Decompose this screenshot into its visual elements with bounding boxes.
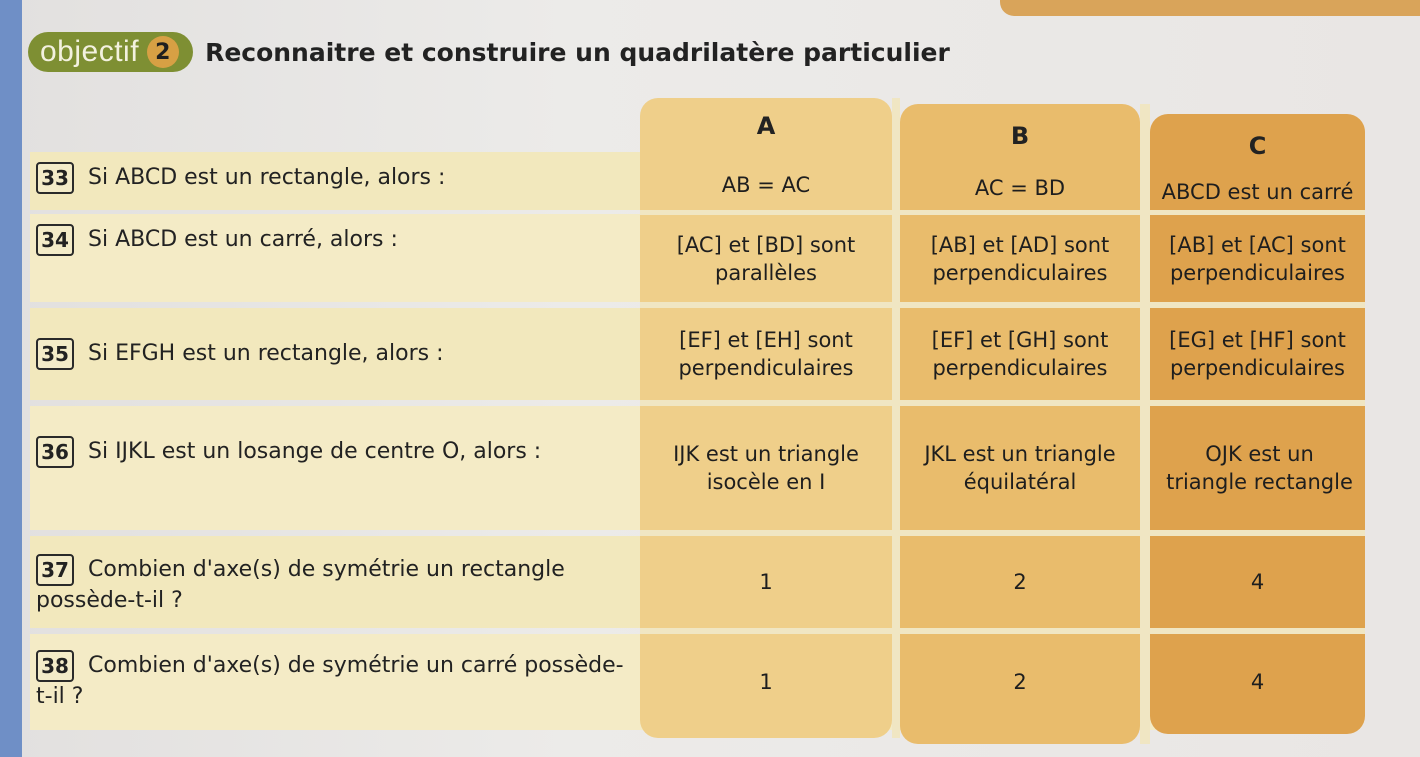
answer-38-a[interactable]: 1 (759, 670, 773, 694)
column-header-a: A (756, 112, 776, 140)
column-divider (1140, 104, 1150, 744)
objectif-badge (28, 32, 193, 72)
column-header-b: B (1010, 122, 1030, 150)
question-text: Combien d'axe(s) de symétrie un carré possède-t-il ? (36, 653, 624, 709)
answer-34-a[interactable]: [AC] et [BD] sont parallèles (676, 232, 856, 285)
question-number-badge: 35 (36, 338, 74, 370)
section-title: Reconnaitre et construire un quadrilatère particulier (205, 37, 950, 67)
answer-36-b[interactable]: JKL est un triangle équilatéral (924, 442, 1116, 494)
answer-37-b[interactable]: 2 (1013, 570, 1027, 594)
left-margin-band (0, 0, 22, 757)
question-number-badge: 36 (36, 436, 74, 468)
answer-34-c[interactable]: [AB] et [AC] sont perpendiculaires (1169, 232, 1346, 285)
question-number-badge: 38 (36, 650, 74, 682)
question-36 (36, 436, 596, 468)
question-33 (36, 162, 445, 194)
question-35 (36, 338, 444, 370)
answer-38-c[interactable]: 4 (1250, 670, 1265, 694)
objectif-label: objectif (40, 35, 140, 68)
question-text: Si EFGH est un rectangle, alors : (88, 341, 444, 366)
question-number-badge: 34 (36, 224, 74, 256)
answer-35-b[interactable]: [EF] et [GH] sont perpendiculaires (931, 328, 1109, 380)
column-divider (892, 98, 900, 738)
question-number-badge: 37 (36, 554, 74, 586)
answer-35-c[interactable]: [EG] et [HF] sont perpendiculaires (1169, 328, 1346, 380)
answer-36-a[interactable]: IJK est un triangle isocèle en I (673, 442, 859, 494)
answer-33-a[interactable]: AB = AC (721, 173, 811, 197)
answer-37-a[interactable]: 1 (759, 570, 773, 594)
answer-33-c[interactable]: ABCD est un carré (1161, 180, 1354, 204)
question-text: Combien d'axe(s) de symétrie un rectangle possède-t-il ? (36, 557, 565, 613)
question-38 (36, 650, 626, 712)
answer-34-b[interactable]: [AB] et [AD] sont perpendiculaires (930, 232, 1110, 285)
question-text: Si IJKL est un losange de centre O, alors : (88, 439, 542, 464)
top-decor-strip (1000, 0, 1420, 16)
question-text: Si ABCD est un carré, alors : (88, 227, 398, 252)
answer-38-b[interactable]: 2 (1013, 670, 1027, 694)
question-37 (36, 554, 596, 616)
question-number-badge: 33 (36, 162, 74, 194)
answer-33-b[interactable]: AC = BD (974, 176, 1066, 200)
answer-36-c[interactable]: OJK est un triangle rectangle (1166, 442, 1353, 494)
answer-35-a[interactable]: [EF] et [EH] sont perpendiculaires (678, 328, 854, 380)
objective-header (28, 30, 950, 74)
answer-37-c[interactable]: 4 (1250, 570, 1265, 594)
question-text: Si ABCD est un rectangle, alors : (88, 165, 446, 190)
question-34 (36, 224, 398, 256)
column-header-c: C (1248, 132, 1267, 160)
objectif-number: 2 (147, 36, 179, 68)
